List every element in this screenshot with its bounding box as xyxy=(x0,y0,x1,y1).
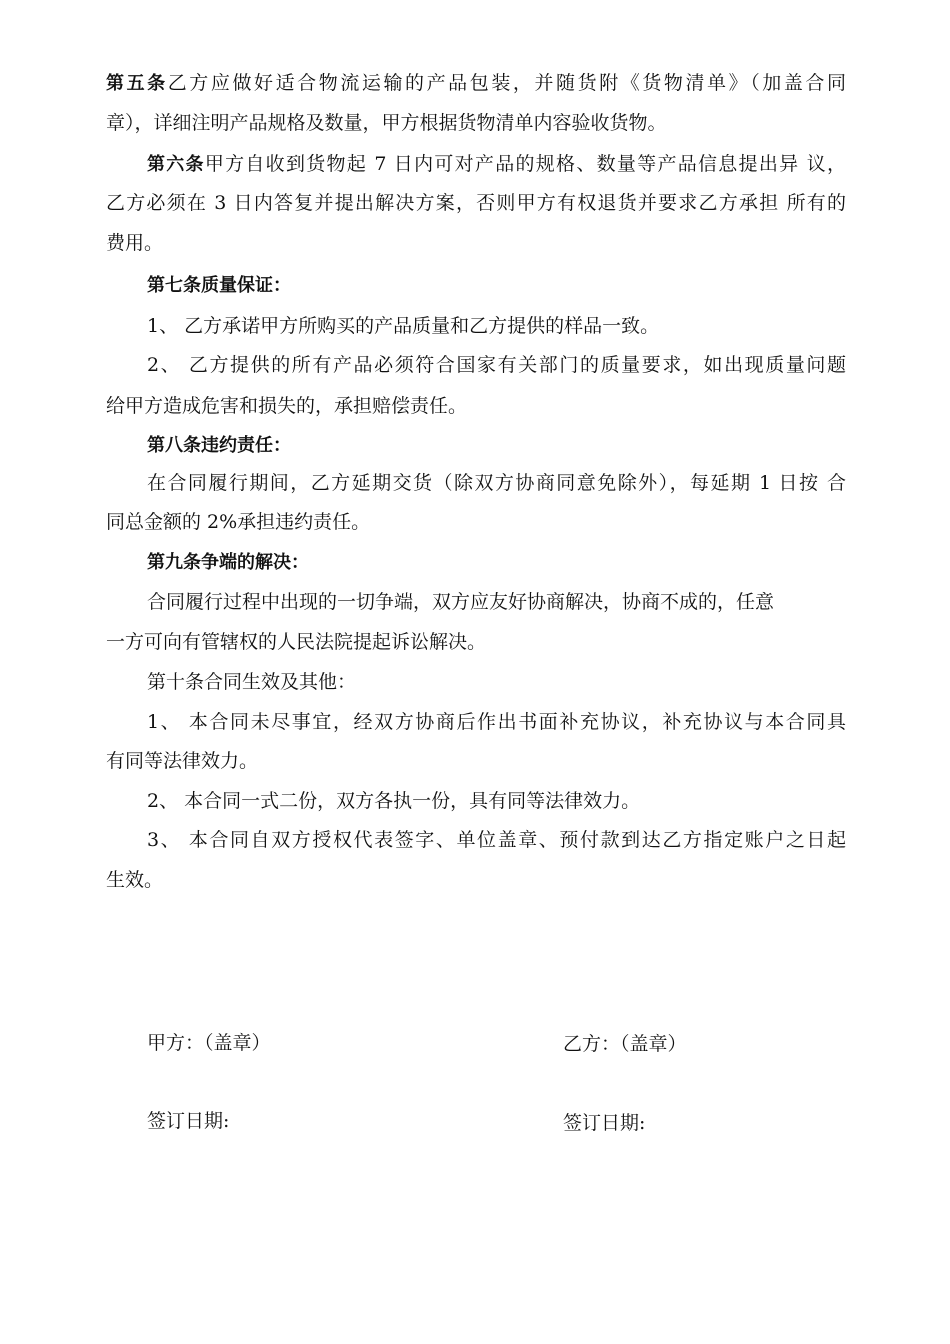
article-7-heading: 第七条质量保证： xyxy=(147,275,291,296)
party-b-seal-label: 乙方：（盖章） xyxy=(563,1033,687,1055)
article-6-line-3: 费用。 xyxy=(106,232,164,254)
party-a-date-label: 签订日期: xyxy=(147,1110,230,1132)
article-8-line-2: 同总金额的 2%承担违约责任。 xyxy=(106,511,371,533)
article-6-line-1 xyxy=(147,152,846,177)
article-10-item-1-line-2: 有同等法律效力。 xyxy=(106,750,259,772)
article-7-item-1: 1、 乙方承诺甲方所购买的产品质量和乙方提供的样品一致。 xyxy=(147,315,660,337)
article-10-item-2: 2、 本合同一式二份，双方各执一份，具有同等法律效力。 xyxy=(147,790,641,812)
article-9-heading: 第九条争端的解决： xyxy=(147,552,309,573)
article-8-heading: 第八条违约责任： xyxy=(147,435,291,456)
article-5-heading: 第五条 xyxy=(106,73,168,94)
party-a-seal-label: 甲方：（盖章） xyxy=(147,1032,271,1054)
article-5-line-2: 章），详细注明产品规格及数量，甲方根据货物清单内容验收货物。 xyxy=(106,112,667,134)
article-7-item-2-line-2: 给甲方造成危害和损失的，承担赔偿责任。 xyxy=(106,395,468,417)
article-6-heading: 第六条 xyxy=(147,154,205,175)
article-6-line-2: 乙方必须在 3 日内答复并提出解决方案，否则甲方有权退货并要求乙方承担 所有的 xyxy=(106,192,846,214)
article-10-item-3-line-1: 3、 本合同自双方授权代表签字、单位盖章、预付款到达乙方指定账户之日起 xyxy=(147,829,846,851)
article-6-text-1: 甲方自收到货物起 7 日内可对产品的规格、数量等产品信息提出异 议， xyxy=(204,153,846,175)
article-5-line-1 xyxy=(106,71,846,96)
article-9-line-2: 一方可向有管辖权的人民法院提起诉讼解决。 xyxy=(106,631,487,653)
party-b-date-label: 签订日期: xyxy=(563,1112,646,1134)
article-10-heading: 第十条合同生效及其他： xyxy=(147,671,357,693)
article-5-text-1: 乙方应做好适合物流运输的产品包装，并随货附《货物清单》（加盖合同 xyxy=(167,72,847,94)
article-8-line-1: 在合同履行期间，乙方延期交货（除双方协商同意免除外），每延期 1 日按 合 xyxy=(147,472,846,494)
article-10-item-1-line-1: 1、 本合同未尽事宜，经双方协商后作出书面补充协议，补充协议与本合同具 xyxy=(147,711,846,733)
article-9-line-1: 合同履行过程中出现的一切争端，双方应友好协商解决，协商不成的，任意 xyxy=(147,591,775,613)
article-7-item-2-line-1: 2、 乙方提供的所有产品必须符合国家有关部门的质量要求，如出现质量问题 xyxy=(147,354,846,376)
article-10-item-3-line-2: 生效。 xyxy=(106,869,164,891)
